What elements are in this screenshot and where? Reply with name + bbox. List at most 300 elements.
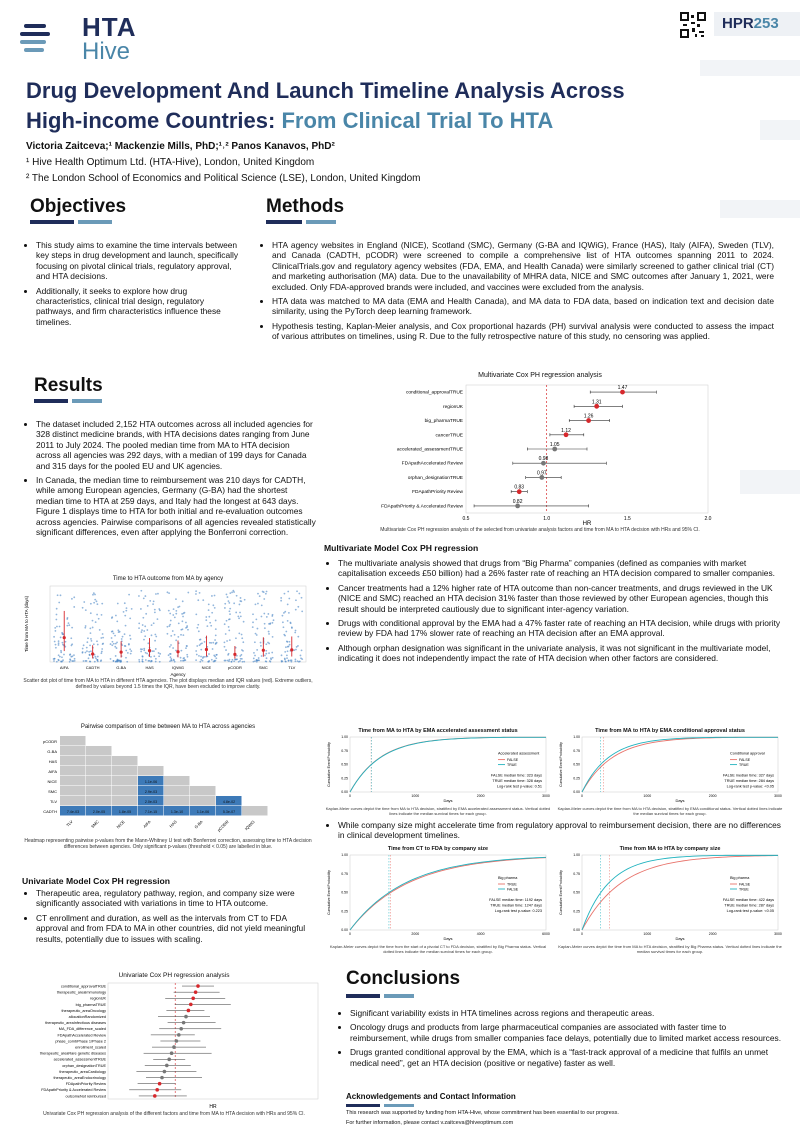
scatter-point (89, 644, 91, 646)
scatter-point (294, 658, 296, 660)
hr-point (167, 1058, 171, 1062)
scatter-point (151, 660, 153, 662)
scatter-point (170, 620, 172, 622)
scatter-point (123, 611, 125, 613)
heatmap-row-label: G-BA (47, 749, 57, 754)
scatter-point (153, 655, 155, 657)
scatter-point (97, 656, 99, 658)
scatter-point (261, 616, 263, 618)
scatter-point (226, 620, 228, 622)
scatter-point (261, 604, 263, 606)
scatter-point (143, 597, 145, 599)
scatter-point (273, 619, 275, 621)
x-axis-label: Days (443, 798, 453, 803)
heatmap-cell-label: 1.1e-06 (196, 809, 210, 814)
y-tick-label: 0.00 (573, 928, 580, 933)
scatter-point (253, 652, 255, 654)
scatter-point (257, 628, 259, 630)
scatter-point (208, 616, 210, 618)
multivariate-bullet: • Cancer treatments had a 12% higher rate of HTA outcome than non-cancer treatments, and drugs reviewed in the UK (NICE and SMC) reached an HTA decision 31% faster than those reviewed by other European agencies, though this result should be interpreted cautiously due to significant inter-agency variation. (338, 583, 788, 614)
scatter-point (284, 651, 286, 653)
scatter-point (301, 610, 303, 612)
legend-label: FALSE (739, 882, 751, 887)
scatter-point (260, 642, 262, 644)
scatter-point (143, 639, 145, 641)
scatter-point (261, 655, 263, 657)
company-size-bullet: • While company size might accelerate time from regulatory approval to reimbursement decision, there are no differences in clinical development timelines. (338, 820, 788, 841)
scatter-point (215, 628, 217, 630)
km-chart (556, 734, 784, 806)
scatter-point (211, 595, 213, 597)
scatter-point (296, 590, 298, 592)
scatter-point (238, 617, 240, 619)
scatter-point (263, 598, 265, 600)
scatter-point (291, 659, 293, 661)
scatter-point (227, 596, 229, 598)
scatter-point (259, 595, 261, 597)
forest-row-label: FDApathPriority & Accelerated Review (41, 1088, 106, 1093)
scatter-point (285, 661, 287, 663)
km-stat: Log-rank test p-value: <0.05 (726, 909, 774, 913)
scatter-point (226, 594, 228, 596)
hr-point (175, 1039, 179, 1043)
scatter-point (143, 649, 145, 651)
x-axis-label: HR (582, 521, 592, 527)
scatter-point (271, 652, 273, 654)
hr-point (184, 1015, 188, 1019)
y-axis-label: Time from MA to HTA (days) (24, 595, 29, 653)
heatmap-cell (60, 796, 86, 806)
scatter-point (228, 630, 230, 632)
scatter-point (146, 629, 148, 631)
scatter-point (96, 600, 98, 602)
pairwise-heatmap-chart (20, 730, 316, 838)
scatter-point (241, 637, 243, 639)
scatter-point (228, 602, 230, 604)
scatter-point (183, 660, 185, 662)
x-axis-label: Days (443, 936, 453, 941)
y-tick-label: 1.00 (573, 853, 580, 858)
scatter-point (242, 661, 244, 663)
univariate-forest-caption: Univariate Cox PH regression analysis of the different factors and time from MA to HTA decision with HRs and 95% CI. (43, 1111, 305, 1117)
hr-point (177, 1033, 181, 1037)
scatter-point (114, 646, 116, 648)
km-stat: Log-rank test p-value: 0.51 (496, 784, 542, 789)
scatter-point (74, 658, 76, 660)
scatter-point (141, 648, 143, 650)
legend-label: FALSE (507, 887, 519, 892)
x-tick-label: TLV (288, 665, 296, 670)
km-chart (556, 852, 784, 944)
scatter-point (267, 642, 269, 644)
heatmap-cell (112, 766, 138, 776)
heatmap-cell-label: 7.4e-03 (66, 809, 80, 814)
scatter-point (231, 591, 233, 593)
y-tick-label: 0.75 (573, 871, 580, 876)
scatter-point (288, 612, 290, 614)
heatmap-row-label: CADTH (43, 809, 57, 814)
logo-bottom: Hive (82, 38, 131, 65)
scatter-point (90, 603, 92, 605)
univariate-forest-chart (24, 979, 324, 1111)
scatter-point (158, 608, 160, 610)
objectives-body (20, 240, 242, 331)
scatter-point (154, 640, 156, 642)
legend-label: TRUE (507, 882, 517, 887)
multivariate-forest-title: Multivariate Cox PH regression analysis (478, 372, 602, 379)
scatter-point (102, 633, 104, 635)
x-tick-label: 0 (581, 932, 583, 936)
scatter-point (170, 656, 172, 658)
scatter-point (214, 656, 216, 658)
scatter-point (269, 661, 271, 663)
hr-label: 1.26 (583, 413, 594, 420)
scatter-point (131, 608, 133, 610)
heatmap-row-label: TLV (49, 799, 57, 804)
forest-row-label: therapeutic_areaEndocrinology (53, 1076, 106, 1081)
multivariate-forest-chart (362, 379, 718, 527)
legend-label: TRUE (739, 887, 749, 892)
forest-row-label: orphan_designationTRUE (62, 1063, 106, 1068)
scatter-point (84, 627, 86, 629)
scatter-point (241, 654, 243, 656)
scatter-point (54, 630, 56, 632)
scatter-point (57, 659, 59, 661)
scatter-point (112, 641, 114, 643)
hr-point (160, 1076, 164, 1080)
heatmap-cell (190, 786, 216, 796)
scatter-point (124, 602, 126, 604)
scatter-point (129, 648, 131, 650)
pairwise-heatmap-caption: Heatmap representing pairwise p-values from the Mann-Whitney U test with Bonferroni correction, assessing time to HTA decision differences between agencies. Only significant p-values (threshold < 0.05) are labelled in blue. (24, 838, 312, 850)
scatter-point (215, 634, 217, 636)
agency-scatter-caption: Scatter dot plot of time from MA to HTA in different HTA agencies. The plot displays median and IQR values (red). Extreme outliers, defined by values beyond 1.5 times the IQR, have been excluded to improve clarity. (23, 678, 313, 690)
scatter-point (94, 656, 96, 658)
univariate-title: Univariate Model Cox PH regression (22, 876, 171, 886)
scatter-point (121, 638, 123, 640)
scatter-point (69, 654, 71, 656)
scatter-point (147, 605, 149, 607)
scatter-point (243, 621, 245, 623)
scatter-point (283, 612, 285, 614)
hr-point (158, 1082, 162, 1086)
scatter-point (90, 632, 92, 634)
conclusions-title: Conclusions (346, 968, 461, 989)
scatter-point (66, 618, 68, 620)
scatter-point (54, 627, 56, 629)
forest-plot-area (108, 983, 318, 1099)
heatmap-cell-label: 2.0e-05 (92, 809, 106, 814)
scatter-point (234, 659, 236, 661)
scatter-point (289, 644, 291, 646)
km-caption: Kaplan-Meier curves depict the time from MA to HTA decision, stratified by EMA conditional status. Vertical dotted lines indicate the median survival times for each group. (557, 806, 783, 816)
km-stat: Log-rank test p-value: <0.05 (726, 784, 774, 789)
hr-label: 1.12 (561, 427, 571, 434)
legend-title: Big pharma (730, 876, 750, 880)
scatter-point (94, 594, 96, 596)
scatter-point (239, 612, 241, 614)
scatter-point (285, 631, 287, 633)
scatter-point (116, 647, 118, 649)
scatter-point (166, 626, 168, 628)
scatter-point (268, 652, 270, 654)
scatter-point (296, 646, 298, 648)
scatter-point (120, 661, 122, 663)
scatter-point (199, 639, 201, 641)
scatter-point (174, 661, 176, 663)
scatter-point (266, 616, 268, 618)
scatter-point (173, 608, 175, 610)
scatter-point (228, 619, 230, 621)
scatter-point (252, 626, 254, 628)
km-stat: TRUE median time: 328 days (492, 779, 542, 784)
scatter-point (127, 652, 129, 654)
y-tick-label: 0.25 (573, 909, 580, 914)
y-tick-label: 0.50 (573, 762, 580, 767)
scatter-point (125, 650, 127, 652)
scatter-point (61, 656, 63, 658)
scatter-point (233, 660, 235, 662)
scatter-point (142, 624, 144, 626)
scatter-point (125, 610, 127, 612)
scatter-point (235, 612, 237, 614)
forest-row-label: therapeutic_areaOncology (61, 1008, 106, 1013)
heatmap-cell (164, 776, 190, 786)
scatter-point (111, 644, 113, 646)
scatter-point (54, 641, 56, 643)
y-axis-label: Cumulative Event Probability (327, 870, 331, 915)
results-title: Results (34, 375, 103, 396)
scatter-point (140, 651, 142, 653)
forest-row-label: enrollment_scaled (75, 1045, 106, 1050)
forest-row-label: outcomeNot reimbursed (65, 1094, 106, 1099)
scatter-point (240, 597, 242, 599)
median-point (205, 648, 208, 651)
x-tick-label: IQWiG (172, 665, 184, 670)
scatter-point (198, 655, 200, 657)
scatter-point (170, 635, 172, 637)
heatmap-col-label: IQWiG (243, 819, 256, 832)
scatter-point (239, 600, 241, 602)
scatter-point (167, 633, 169, 635)
scatter-point (186, 654, 188, 656)
scatter-point (99, 629, 101, 631)
conclusions-bullet: • Drugs granted conditional approval by the EMA, which is a “fast-track approval of a medicine that fulfils an unmet medical need”, get an HTA decision (positive or negative) faster as well. (350, 1047, 786, 1068)
forest-row-label: therapeutic_areaInfectious diseases (45, 1021, 106, 1026)
scatter-point (206, 625, 208, 627)
km-stat: FALSE median time: 327 days (722, 773, 774, 778)
scatter-point (255, 603, 257, 605)
scatter-point (226, 640, 228, 642)
scatter-point (155, 661, 157, 663)
scatter-point (199, 592, 201, 594)
scatter-point (82, 607, 84, 609)
scatter-point (284, 658, 286, 660)
heatmap-cell (112, 756, 138, 766)
objectives-bullet: • Additionally, it seeks to explore how drug characteristics, clinical trial design, regulatory pathways, and firm characteristics influence these timelines. (36, 286, 242, 328)
scatter-point (71, 598, 73, 600)
scatter-point (182, 634, 184, 636)
scatter-point (256, 634, 258, 636)
y-tick-label: 0.50 (573, 890, 580, 895)
scatter-point (182, 600, 184, 602)
scatter-point (288, 660, 290, 662)
forest-row-label: conditional_approvalTRUE (60, 984, 106, 989)
scatter-point (244, 599, 246, 601)
x-tick-label: 2000 (476, 794, 485, 798)
scatter-point (55, 619, 57, 621)
scatter-point (101, 614, 103, 616)
scatter-point (187, 629, 189, 631)
forest-row-label: orphan_designationTRUE (407, 475, 463, 481)
scatter-point (56, 626, 58, 628)
scatter-point (178, 622, 180, 624)
legend-title: Accelerated assessment (498, 751, 540, 756)
scatter-point (110, 643, 112, 645)
scatter-point (53, 636, 55, 638)
scatter-point (155, 636, 157, 638)
scatter-point (280, 597, 282, 599)
km-chart (324, 734, 552, 806)
x-tick-label: NICE (201, 665, 212, 670)
scatter-point (142, 617, 144, 619)
scatter-point (255, 633, 257, 635)
pairwise-heatmap-title: Pairwise comparison of time between MA to HTA across agencies (80, 724, 256, 730)
scatter-point (138, 661, 140, 663)
scatter-point (256, 649, 258, 651)
y-tick-label: 0.00 (341, 928, 348, 933)
scatter-point (224, 607, 226, 609)
scatter-point (252, 621, 254, 623)
scatter-point (130, 653, 132, 655)
forest-row-label: FDApathPriority Review (412, 490, 463, 496)
scatter-point (263, 591, 265, 593)
scatter-point (151, 634, 153, 636)
scatter-point (119, 631, 121, 633)
scatter-point (266, 591, 268, 593)
hr-point (153, 1094, 157, 1098)
scatter-point (242, 641, 244, 643)
y-tick-label: 0.75 (341, 871, 348, 876)
affiliation-2: ² The London School of Economics and Political Science (LSE), London, United Kingdom (26, 173, 421, 184)
scatter-point (130, 638, 132, 640)
scatter-point (66, 625, 68, 627)
scatter-point (264, 655, 266, 657)
scatter-point (58, 602, 60, 604)
hr-label: 1.05 (549, 442, 560, 448)
scatter-point (128, 594, 130, 596)
scatter-point (287, 591, 289, 593)
scatter-point (113, 660, 115, 662)
x-tick-label: HAS (145, 665, 154, 670)
scatter-point (97, 644, 99, 646)
x-tick-label: 0 (349, 932, 351, 936)
scatter-point (287, 650, 289, 652)
median-point (120, 651, 123, 654)
legend-label: TRUE (739, 762, 749, 767)
objectives-bullet: • This study aims to examine the time intervals between key steps in drug development and launch, specifically focusing on pivotal clinical trials, regulatory approval, and HTA decisions. (36, 240, 242, 282)
methods-title: Methods (266, 196, 345, 217)
scatter-point (126, 661, 128, 663)
y-tick-label: 0.25 (341, 909, 348, 914)
hr-point (187, 1009, 191, 1013)
scatter-point (82, 651, 84, 653)
scatter-point (115, 660, 117, 662)
poster-title-part-b: From Clinical Trial To HTA (281, 108, 554, 133)
scatter-point (229, 639, 231, 641)
heatmap-col-label: SMC (89, 819, 100, 829)
median-point (148, 649, 151, 652)
scatter-point (287, 604, 289, 606)
heatmap-cell (60, 766, 86, 776)
hr-label: 0.82 (512, 498, 523, 505)
scatter-point (300, 655, 302, 657)
scatter-point (111, 637, 113, 639)
heatmap-row-label: AIFA (48, 769, 57, 774)
conclusions-bullet: • Significant variability exists in HTA timelines across regions and therapeutic areas. (350, 1008, 786, 1018)
scatter-point (130, 650, 132, 652)
scatter-point (155, 648, 157, 650)
scatter-point (200, 649, 202, 651)
scatter-point (55, 644, 57, 646)
scatter-point (264, 623, 266, 625)
scatter-point (265, 593, 267, 595)
scatter-point (210, 625, 212, 627)
scatter-point (56, 661, 58, 663)
km-stat: TRUE median time: 1247 days (490, 903, 542, 908)
scatter-point (90, 650, 92, 652)
scatter-point (175, 613, 177, 615)
legend-label: FALSE (739, 757, 751, 762)
scatter-point (82, 648, 84, 650)
scatter-point (73, 606, 75, 608)
scatter-point (175, 610, 177, 612)
scatter-point (295, 609, 297, 611)
x-tick-label: SMC (258, 665, 268, 670)
scatter-point (214, 639, 216, 641)
x-axis-label: Days (675, 936, 685, 941)
km-plot-area (350, 855, 546, 930)
scatter-point (60, 650, 62, 652)
scatter-point (185, 647, 187, 649)
scatter-point (144, 595, 146, 597)
scatter-point (200, 643, 202, 645)
scatter-point (167, 591, 169, 593)
scatter-point (208, 653, 210, 655)
scatter-point (233, 591, 235, 593)
scatter-point (282, 621, 284, 623)
scatter-point (211, 659, 213, 661)
methods-body (256, 240, 774, 346)
x-tick-label: 0 (349, 794, 351, 798)
logo-top: HTA (82, 12, 137, 42)
multivariate-bullet: • Drugs with conditional approval by the EMA had a 47% faster rate of reaching an HTA decision, while drugs with priority review by FDA had 17% slower rate of reaching an HTA decision after an EMA approval. (338, 618, 788, 639)
scatter-point (172, 630, 174, 632)
x-tick-label: 2000 (411, 932, 420, 936)
scatter-point (83, 660, 85, 662)
legend-title: Big pharma (498, 876, 518, 880)
heatmap-cell (86, 796, 112, 806)
conclusions-bullet: • Oncology drugs and products from large pharmaceutical companies are associated with faster time to reimbursement, while drugs from smaller companies face delays, potentially due to limited market access resources. (350, 1022, 786, 1043)
hr-label: 0.97 (536, 470, 547, 477)
forest-row-label: therapeutic_areaImmunology (56, 990, 106, 995)
scatter-point (151, 650, 153, 652)
scatter-point (181, 620, 183, 622)
scatter-point (288, 641, 290, 643)
forest-row-label: big_pharmaTRUE (424, 419, 463, 425)
scatter-point (183, 657, 185, 659)
objectives-title: Objectives (30, 196, 127, 217)
